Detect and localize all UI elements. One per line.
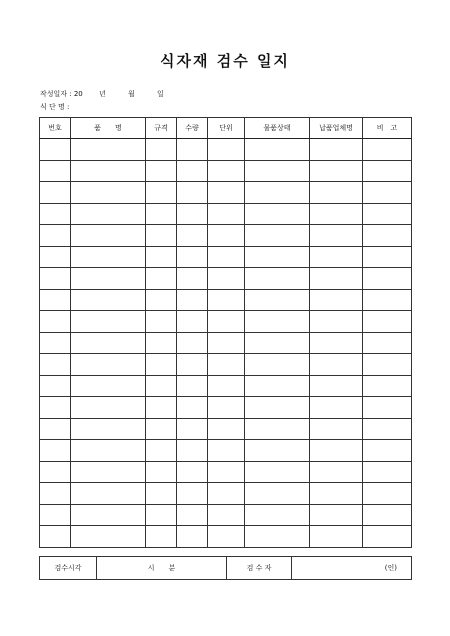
table-cell bbox=[71, 246, 146, 268]
table-cell bbox=[146, 397, 177, 419]
table-cell bbox=[363, 375, 412, 397]
table-row bbox=[40, 461, 412, 483]
table-cell bbox=[310, 461, 363, 483]
table-body bbox=[40, 139, 412, 548]
table-cell bbox=[71, 139, 146, 161]
inspection-table bbox=[39, 117, 412, 548]
table-cell bbox=[71, 160, 146, 182]
table-cell bbox=[310, 526, 363, 548]
table-cell bbox=[310, 160, 363, 182]
table-cell bbox=[40, 311, 71, 333]
table-cell bbox=[177, 160, 208, 182]
table-cell bbox=[208, 418, 245, 440]
table-cell bbox=[310, 203, 363, 225]
table-cell bbox=[310, 504, 363, 526]
table-cell bbox=[208, 289, 245, 311]
table-cell bbox=[208, 440, 245, 462]
table-cell bbox=[177, 139, 208, 161]
table-cell bbox=[71, 375, 146, 397]
table-row bbox=[40, 311, 412, 333]
table-cell bbox=[363, 332, 412, 354]
table-cell bbox=[40, 354, 71, 376]
table-cell bbox=[177, 182, 208, 204]
table-row bbox=[40, 418, 412, 440]
table-cell bbox=[363, 354, 412, 376]
table-cell bbox=[40, 418, 71, 440]
table-cell bbox=[208, 311, 245, 333]
table-row bbox=[40, 504, 412, 526]
table-cell bbox=[146, 225, 177, 247]
table-cell bbox=[310, 139, 363, 161]
table-cell bbox=[245, 182, 310, 204]
table-cell bbox=[146, 289, 177, 311]
table-cell bbox=[363, 440, 412, 462]
table-row bbox=[40, 397, 412, 419]
table-row bbox=[40, 268, 412, 290]
table-cell bbox=[71, 526, 146, 548]
table-cell bbox=[146, 418, 177, 440]
table-cell bbox=[245, 397, 310, 419]
table-row bbox=[40, 354, 412, 376]
table-cell bbox=[208, 354, 245, 376]
table-cell bbox=[310, 182, 363, 204]
table-cell bbox=[363, 289, 412, 311]
table-cell bbox=[245, 483, 310, 505]
document-title: 식자재 검수 일지 bbox=[160, 52, 290, 70]
table-cell bbox=[40, 160, 71, 182]
table-cell bbox=[363, 311, 412, 333]
table-cell bbox=[71, 289, 146, 311]
table-cell bbox=[310, 418, 363, 440]
footer-row bbox=[40, 557, 412, 580]
table-row bbox=[40, 440, 412, 462]
table-cell bbox=[208, 246, 245, 268]
table-cell bbox=[245, 354, 310, 376]
table-cell bbox=[245, 246, 310, 268]
day-unit: 일 bbox=[157, 90, 164, 98]
table-cell bbox=[177, 311, 208, 333]
table-cell bbox=[245, 504, 310, 526]
table-cell bbox=[146, 354, 177, 376]
header-quantity: 수량 bbox=[177, 118, 208, 139]
table-cell bbox=[363, 225, 412, 247]
table-cell bbox=[40, 526, 71, 548]
table-cell bbox=[208, 203, 245, 225]
table-cell bbox=[245, 526, 310, 548]
table-cell bbox=[40, 268, 71, 290]
header-remarks: 비 고 bbox=[363, 118, 412, 139]
table-cell bbox=[146, 332, 177, 354]
table-cell bbox=[71, 225, 146, 247]
table-row bbox=[40, 526, 412, 548]
table-cell bbox=[245, 440, 310, 462]
table-cell bbox=[71, 354, 146, 376]
table-cell bbox=[71, 461, 146, 483]
table-cell bbox=[177, 504, 208, 526]
table-cell bbox=[146, 440, 177, 462]
table-cell bbox=[40, 483, 71, 505]
table-header-row bbox=[40, 118, 412, 139]
table-cell bbox=[146, 268, 177, 290]
table-cell bbox=[310, 375, 363, 397]
inspect-time-field: 시 분 bbox=[97, 557, 227, 580]
table-cell bbox=[177, 268, 208, 290]
inspector-label: 검 수 자 bbox=[227, 557, 292, 580]
table-cell bbox=[245, 311, 310, 333]
table-cell bbox=[363, 203, 412, 225]
table-cell bbox=[146, 139, 177, 161]
table-cell bbox=[363, 397, 412, 419]
table-cell bbox=[208, 504, 245, 526]
table-cell bbox=[363, 461, 412, 483]
table-cell bbox=[245, 160, 310, 182]
table-cell bbox=[245, 225, 310, 247]
table-cell bbox=[177, 354, 208, 376]
table-cell bbox=[310, 397, 363, 419]
table-cell bbox=[146, 160, 177, 182]
table-cell bbox=[310, 289, 363, 311]
table-cell bbox=[177, 440, 208, 462]
table-cell bbox=[40, 203, 71, 225]
table-cell bbox=[40, 332, 71, 354]
table-cell bbox=[40, 225, 71, 247]
table-cell bbox=[363, 526, 412, 548]
seal-mark: (인) bbox=[384, 564, 397, 572]
table-cell bbox=[40, 289, 71, 311]
table-cell bbox=[363, 246, 412, 268]
table-cell bbox=[208, 268, 245, 290]
table-cell bbox=[310, 354, 363, 376]
table-cell bbox=[208, 139, 245, 161]
table-cell bbox=[245, 139, 310, 161]
table-cell bbox=[363, 418, 412, 440]
table-cell bbox=[245, 203, 310, 225]
table-cell bbox=[146, 311, 177, 333]
table-row bbox=[40, 246, 412, 268]
header-item-name: 품 명 bbox=[71, 118, 146, 139]
table-cell bbox=[208, 483, 245, 505]
table-cell bbox=[146, 246, 177, 268]
table-cell bbox=[146, 182, 177, 204]
table-cell bbox=[208, 526, 245, 548]
table-cell bbox=[177, 225, 208, 247]
table-cell bbox=[245, 268, 310, 290]
table-cell bbox=[245, 375, 310, 397]
table-cell bbox=[40, 246, 71, 268]
table-cell bbox=[208, 375, 245, 397]
table-cell bbox=[208, 225, 245, 247]
table-cell bbox=[245, 418, 310, 440]
meal-label: 식 단 명 : bbox=[40, 103, 70, 111]
table-cell bbox=[363, 182, 412, 204]
table-cell bbox=[245, 332, 310, 354]
date-label: 작성일자 : 20 bbox=[40, 90, 83, 98]
table-cell bbox=[177, 203, 208, 225]
table-cell bbox=[208, 332, 245, 354]
table-cell bbox=[310, 483, 363, 505]
table-cell bbox=[363, 268, 412, 290]
table-cell bbox=[208, 397, 245, 419]
table-cell bbox=[146, 375, 177, 397]
table-cell bbox=[146, 461, 177, 483]
table-cell bbox=[146, 526, 177, 548]
table-cell bbox=[310, 246, 363, 268]
year-unit: 년 bbox=[99, 90, 106, 98]
table-row bbox=[40, 332, 412, 354]
table-row bbox=[40, 483, 412, 505]
header-number: 번호 bbox=[40, 118, 71, 139]
table-row bbox=[40, 289, 412, 311]
table-row bbox=[40, 203, 412, 225]
table-cell bbox=[71, 440, 146, 462]
table-cell bbox=[177, 375, 208, 397]
table-cell bbox=[71, 418, 146, 440]
table-row bbox=[40, 225, 412, 247]
table-cell bbox=[177, 526, 208, 548]
header-unit: 단위 bbox=[208, 118, 245, 139]
table-cell bbox=[71, 483, 146, 505]
table-row bbox=[40, 160, 412, 182]
footer-table bbox=[39, 556, 412, 580]
table-cell bbox=[71, 397, 146, 419]
table-row bbox=[40, 139, 412, 161]
meal-line bbox=[40, 102, 69, 112]
table-cell bbox=[71, 268, 146, 290]
table-cell bbox=[310, 268, 363, 290]
table-cell bbox=[146, 504, 177, 526]
header-supplier: 납품업체명 bbox=[310, 118, 363, 139]
table-cell bbox=[177, 418, 208, 440]
table-cell bbox=[146, 203, 177, 225]
table-cell bbox=[177, 483, 208, 505]
table-cell bbox=[310, 311, 363, 333]
table-cell bbox=[208, 461, 245, 483]
table-cell bbox=[208, 160, 245, 182]
table-cell bbox=[146, 483, 177, 505]
table-cell bbox=[71, 182, 146, 204]
table-cell bbox=[40, 440, 71, 462]
table-cell bbox=[71, 504, 146, 526]
header-spec: 규격 bbox=[146, 118, 177, 139]
table-cell bbox=[208, 182, 245, 204]
table-cell bbox=[363, 160, 412, 182]
table-cell bbox=[177, 332, 208, 354]
header-condition: 물품상태 bbox=[245, 118, 310, 139]
table-cell bbox=[177, 246, 208, 268]
table-row bbox=[40, 182, 412, 204]
table-cell bbox=[177, 461, 208, 483]
table-cell bbox=[177, 397, 208, 419]
table-cell bbox=[40, 375, 71, 397]
table-cell bbox=[40, 504, 71, 526]
table-cell bbox=[71, 332, 146, 354]
table-cell bbox=[310, 332, 363, 354]
table-cell bbox=[40, 397, 71, 419]
table-cell bbox=[363, 504, 412, 526]
table-cell bbox=[40, 182, 71, 204]
month-unit: 월 bbox=[128, 90, 135, 98]
table-cell bbox=[177, 289, 208, 311]
table-cell bbox=[363, 139, 412, 161]
table-cell bbox=[245, 289, 310, 311]
table-cell bbox=[310, 225, 363, 247]
table-cell bbox=[71, 203, 146, 225]
table-cell bbox=[310, 440, 363, 462]
date-line bbox=[40, 89, 164, 99]
table-cell bbox=[245, 461, 310, 483]
inspect-time-label: 검수시각 bbox=[40, 557, 97, 580]
table-cell bbox=[40, 461, 71, 483]
table-row bbox=[40, 375, 412, 397]
table-cell bbox=[40, 139, 71, 161]
table-cell bbox=[71, 311, 146, 333]
inspector-seal-field bbox=[292, 557, 412, 580]
table-cell bbox=[363, 483, 412, 505]
